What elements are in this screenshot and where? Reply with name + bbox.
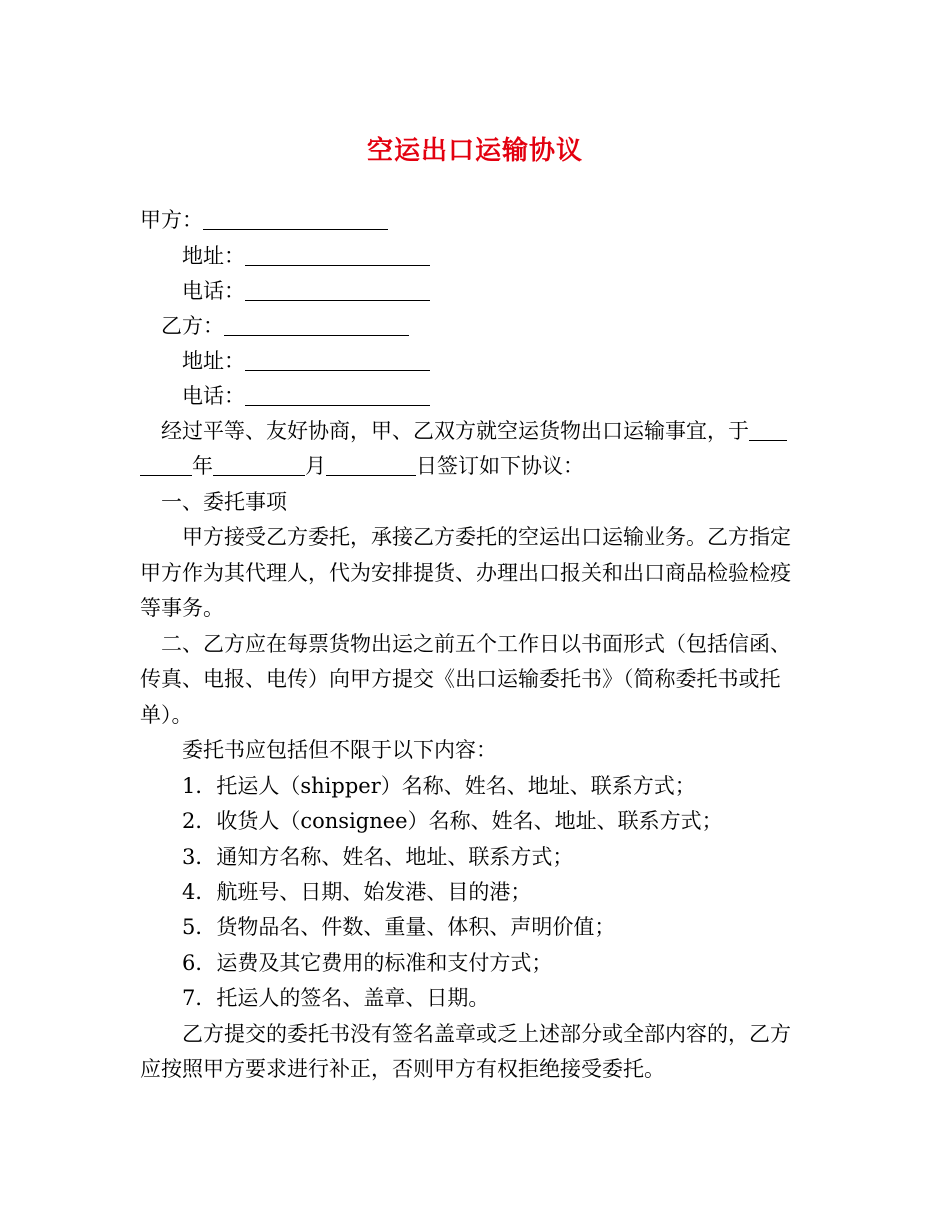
- party-b-address-line: [182, 344, 862, 378]
- section2-line1: 二、乙方应在每票货物出运之前五个工作日以书面形式（包括信函、: [161, 632, 791, 656]
- month-label: 月: [305, 454, 326, 478]
- list-item: 3．通知方名称、姓名、地址、联系方式；: [182, 845, 574, 869]
- date-blank-year-start[interactable]: [749, 418, 787, 441]
- party-a-address-label: 地址：: [182, 244, 245, 268]
- party-a-address-line: [182, 239, 862, 273]
- party-a-phone-blank[interactable]: [245, 278, 430, 301]
- intro-line: [161, 414, 841, 448]
- party-a-label: 甲方：: [140, 208, 203, 232]
- day-sign-text: 日签订如下协议：: [416, 454, 584, 478]
- party-b-phone-label: 电话：: [182, 384, 245, 408]
- date-line: [140, 449, 820, 483]
- party-b-phone-blank[interactable]: [245, 383, 430, 406]
- party-a-phone-label: 电话：: [182, 279, 245, 303]
- list-item: 5．货物品名、件数、重量、体积、声明价值；: [182, 915, 616, 939]
- list-item: 4．航班号、日期、始发港、目的港；: [182, 880, 532, 904]
- party-b-address-label: 地址：: [182, 349, 245, 373]
- party-a-line: [140, 203, 820, 237]
- closing-line2: 应按照甲方要求进行补正，否则甲方有权拒绝接受委托。: [140, 1057, 665, 1081]
- section1-paragraph-line1: 甲方接受乙方委托，承接乙方委托的空运出口运输业务。乙方指定: [182, 525, 791, 549]
- section1-paragraph-line3: 等事务。: [140, 596, 224, 620]
- party-a-phone-line: [182, 274, 862, 308]
- party-b-address-blank[interactable]: [245, 348, 430, 371]
- year-label: 年: [192, 454, 213, 478]
- section1-paragraph-line2: 甲方作为其代理人，代为安排提货、办理出口报关和出口商品检验检疫: [140, 561, 791, 585]
- contents-intro: 委托书应包括但不限于以下内容：: [182, 738, 497, 762]
- date-blank-year[interactable]: [140, 453, 192, 476]
- document-title: 空运出口运输协议: [366, 136, 583, 166]
- party-b-label: 乙方：: [161, 314, 224, 338]
- party-b-line: [161, 309, 841, 343]
- party-a-blank[interactable]: [203, 207, 388, 230]
- intro-text: 经过平等、友好协商，甲、乙双方就空运货物出口运输事宜，于: [161, 419, 749, 443]
- list-item: 2．收货人（consignee）名称、姓名、地址、联系方式；: [182, 809, 723, 833]
- date-blank-day[interactable]: [326, 453, 416, 476]
- section2-line3: 单）。: [140, 703, 193, 727]
- closing-line1: 乙方提交的委托书没有签名盖章或乏上述部分或全部内容的，乙方: [182, 1022, 791, 1046]
- list-item: 6．运费及其它费用的标准和支付方式；: [182, 951, 553, 975]
- section2-line2: 传真、电报、电传）向甲方提交《出口运输委托书》（简称委托书或托: [140, 667, 781, 691]
- list-item: 7．托运人的签名、盖章、日期。: [182, 986, 490, 1010]
- party-b-phone-line: [182, 379, 862, 413]
- party-a-address-blank[interactable]: [245, 243, 430, 266]
- party-b-blank[interactable]: [224, 313, 409, 336]
- list-item: 1．托运人（shipper）名称、姓名、地址、联系方式；: [182, 774, 696, 798]
- date-blank-month[interactable]: [213, 453, 305, 476]
- section1-heading: 一、委托事项: [161, 490, 287, 514]
